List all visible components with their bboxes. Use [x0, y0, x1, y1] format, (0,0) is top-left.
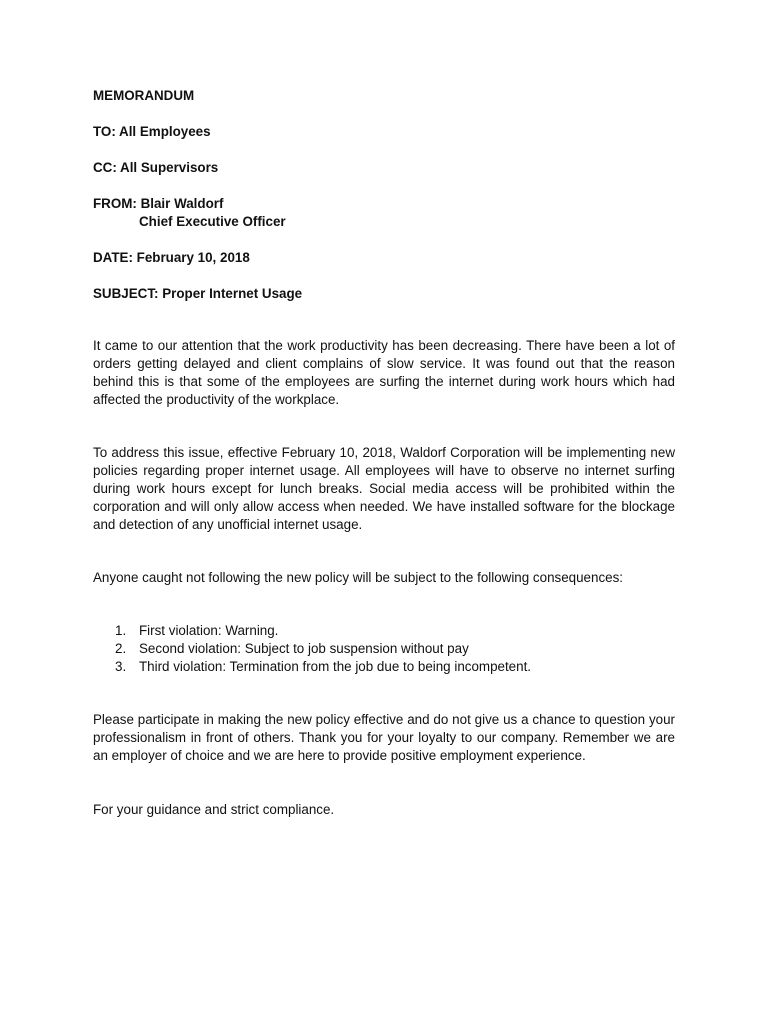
- body-paragraph-2: To address this issue, effective February 10, 2018, Waldorf Corporation will be implementing new policies regarding proper internet usage. All employees will have to observe no internet surfing during work hours except for lunch breaks. Social media access will be prohibited within the corporation and will only allow access when needed. We have installed software for the blockage and detection of any unofficial internet usage.: [93, 445, 675, 532]
- list-item: [93, 622, 675, 640]
- memo-subject-line: SUBJECT: Proper Internet Usage: [93, 286, 303, 301]
- memo-cc-line: CC: All Supervisors: [93, 160, 219, 175]
- list-item-text: First violation: Warning.: [139, 623, 279, 638]
- memo-from-line: FROM: Blair Waldorf: [93, 196, 224, 211]
- memo-content: [93, 87, 675, 819]
- body-paragraph-1: It came to our attention that the work productivity has been decreasing. There have been a lot of orders getting delayed and client complains of slow service. It was found out that the reason behind this is that some of the employees are surfing the internet during work hours which had affected the productivity of the workplace.: [93, 338, 675, 407]
- list-item-number: 3.: [115, 659, 127, 674]
- closing-line: For your guidance and strict compliance.: [93, 802, 335, 817]
- list-item-text: Third violation: Termination from the job due to being incompetent.: [139, 659, 532, 674]
- memo-to-line: TO: All Employees: [93, 124, 211, 139]
- body-paragraph-3: Anyone caught not following the new policy will be subject to the following consequences:: [93, 570, 624, 585]
- list-item-number: 1.: [115, 623, 127, 638]
- memo-heading: MEMORANDUM: [93, 88, 195, 103]
- memo-date-line: DATE: February 10, 2018: [93, 250, 250, 265]
- consequences-list: [93, 622, 675, 676]
- body-paragraph-4: Please participate in making the new policy effective and do not give us a chance to question your professionalism in front of others. Thank you for your loyalty to our company. Remember we are an employer of choice and we are here to provide positive employment experience.: [93, 712, 675, 763]
- memo-from-block: [93, 195, 675, 231]
- list-item-text: Second violation: Subject to job suspension without pay: [139, 641, 469, 656]
- list-item: [93, 640, 675, 658]
- list-item: [93, 658, 675, 676]
- list-item-number: 2.: [115, 641, 127, 656]
- memo-from-title: Chief Executive Officer: [139, 214, 286, 229]
